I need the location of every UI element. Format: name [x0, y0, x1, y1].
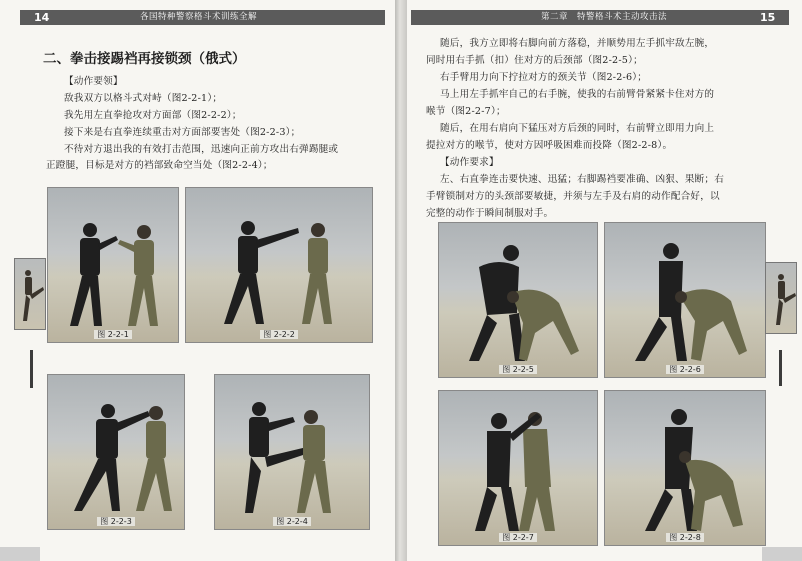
figure-photo [604, 390, 766, 546]
figure-caption: 图 2-2-1 [94, 330, 132, 339]
text-line: 同时用右手抓（扣）住对方的后颈部（图2-2-5）； [426, 55, 643, 66]
margin-thumbnail [765, 262, 797, 334]
figure-caption: 图 2-2-8 [666, 533, 704, 542]
figure-photo [185, 187, 373, 343]
text-line: 【动作要领】 [64, 76, 123, 87]
text-line: 右手臂用力向下拧拉对方的颈关节（图2-2-6）； [440, 72, 648, 83]
text-line: 我先用左直拳抢攻对方面部（图2-2-2）； [64, 110, 242, 121]
kick-pose-illustration [15, 259, 45, 329]
fighters-illustration [605, 391, 765, 545]
text-line: 左、右直拳连击要快速、迅猛；右脚踢裆要准确、凶狠、果断；右 [440, 174, 725, 185]
book-gutter [395, 0, 407, 561]
margin-bar [779, 350, 782, 386]
margin-thumbnail [14, 258, 46, 330]
text-line: 【动作要求】 [440, 157, 499, 168]
figure-caption: 图 2-2-6 [666, 365, 704, 374]
text-line: 随后，我方立即将右脚向前方落稳，并顺势用左手抓牢敌左腕， [440, 38, 715, 49]
fighters-illustration [605, 223, 765, 377]
left-header-title: 各国特种警察格斗术训练全解 [140, 12, 258, 22]
left-page-header [20, 10, 385, 25]
right-page [407, 0, 802, 561]
figure-photo [438, 222, 598, 378]
figure-photo [47, 374, 185, 530]
right-page-number: 15 [760, 11, 776, 24]
fighters-illustration [439, 391, 597, 545]
text-line: 接下来是右直拳连续重击对方面部要害处（图2-2-3）； [64, 127, 301, 138]
figure-caption: 图 2-2-2 [260, 330, 298, 339]
figure-photo [604, 222, 766, 378]
text-line: 马上用左手抓牢自己的右手腕，使我的右前臂骨紧紧卡住对方的 [440, 89, 715, 100]
figure-caption: 图 2-2-4 [273, 517, 311, 526]
text-line: 随后，在用右肩向下猛压对方后颈的同时，右前臂立即用力向上 [440, 123, 715, 134]
fighters-illustration [48, 188, 178, 342]
figure-photo [214, 374, 370, 530]
left-page-number: 14 [34, 11, 50, 24]
fighters-illustration [186, 188, 372, 342]
section-title: 二、拳击接踢裆再接锁颈（俄式） [43, 51, 246, 67]
fighters-illustration [439, 223, 597, 377]
text-line: 提拉对方的喉节，使对方因呼吸困难而投降（图2-2-8）。 [426, 140, 673, 151]
right-header-title: 第二章 特警格斗术主动攻击法 [541, 12, 668, 22]
figure-photo [438, 390, 598, 546]
text-line: 完整的动作于瞬间制服对手。 [426, 208, 554, 219]
fighters-illustration [215, 375, 369, 529]
page-corner-tab [762, 547, 802, 561]
right-page-header [411, 10, 789, 25]
page-corner-tab [0, 547, 40, 561]
figure-caption: 图 2-2-5 [499, 365, 537, 374]
text-line: 不待对方退出我的有效打击范围，迅速向正前方攻出右弹踢腿或 [64, 144, 339, 155]
margin-bar [30, 350, 33, 388]
text-line: 手臂锁制对方的头颈部要敏捷，并须与左手及右肩的动作配合好，以 [426, 191, 720, 202]
kick-pose-illustration [766, 263, 796, 333]
text-line: 正蹬腿，目标是对方的裆部致命空当处（图2-2-4）； [46, 160, 273, 171]
fighters-illustration [48, 375, 184, 529]
left-page [0, 0, 395, 561]
text-line: 敌我双方以格斗式对峙（图2-2-1）； [64, 93, 223, 104]
figure-caption: 图 2-2-7 [499, 533, 537, 542]
figure-photo [47, 187, 179, 343]
figure-caption: 图 2-2-3 [97, 517, 135, 526]
text-line: 喉节（图2-2-7）； [426, 106, 506, 117]
